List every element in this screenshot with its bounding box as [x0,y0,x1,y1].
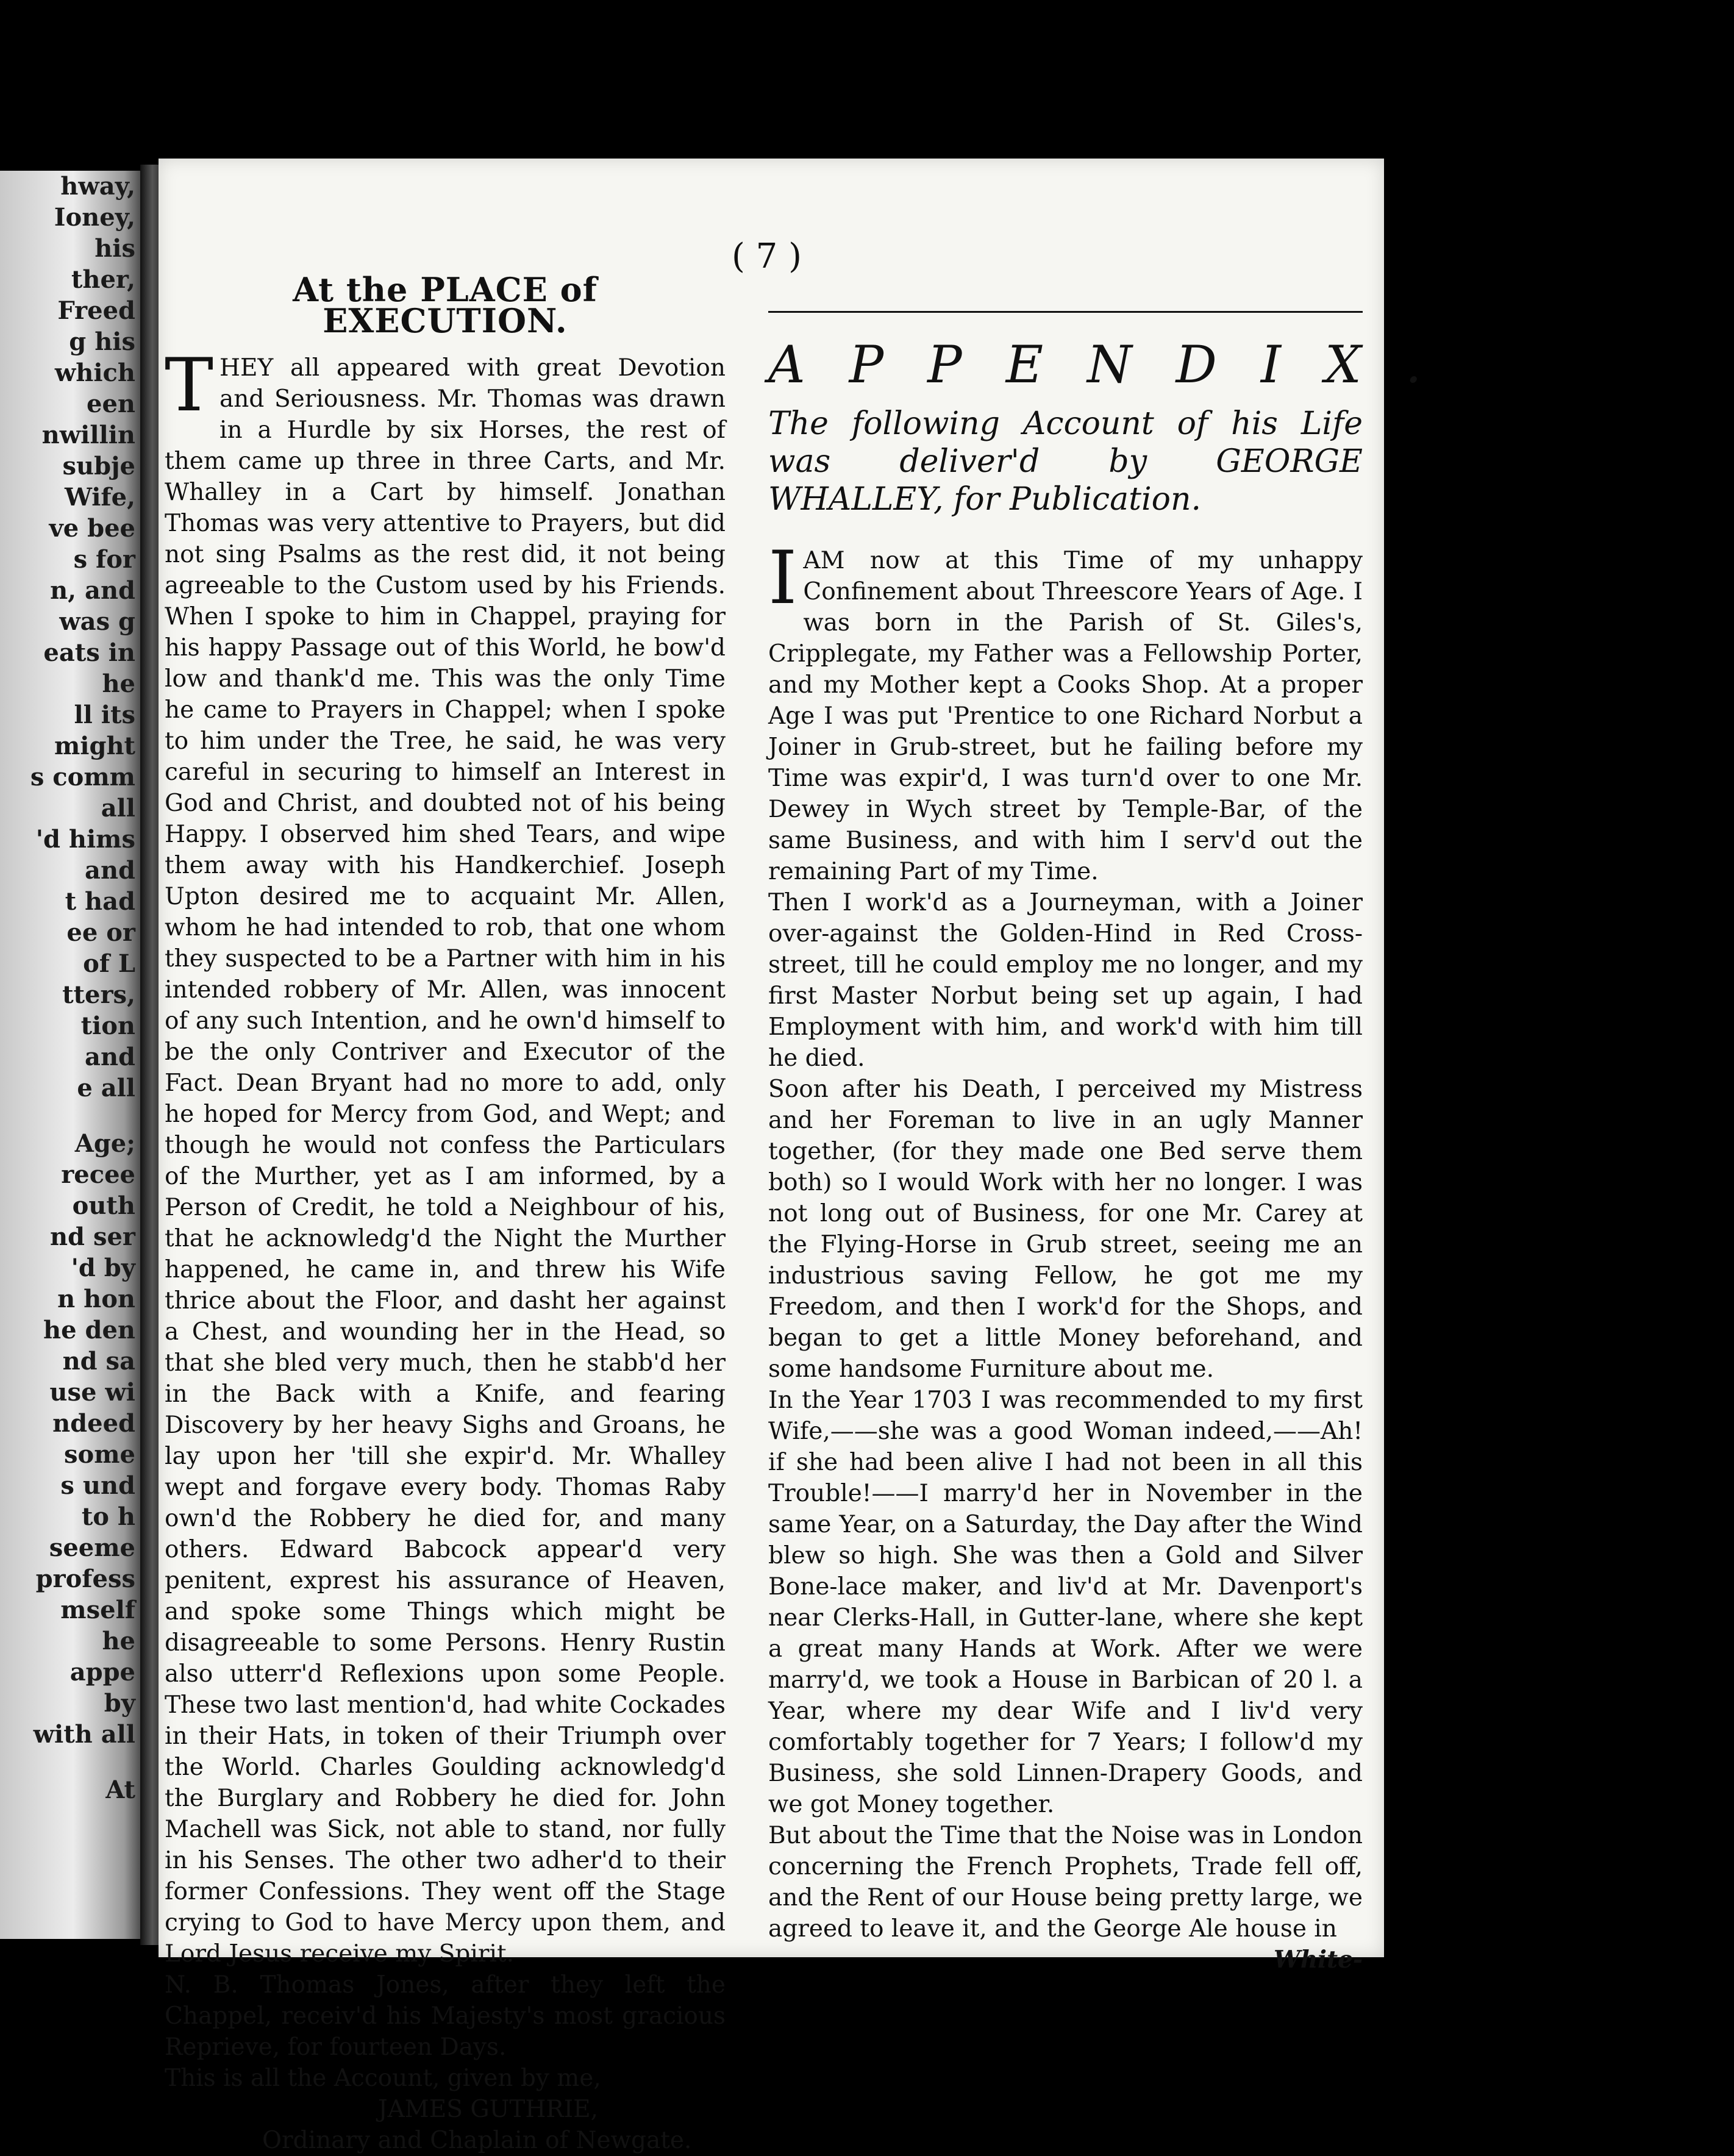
facing-page-line: was g [59,607,135,636]
facing-page-line: profess [35,1565,135,1593]
facing-page-line: he [102,669,135,698]
facing-page-line: might [54,732,135,760]
life-paragraph-3: Soon after his Death, I perceived my Mistress and her Foreman to live in an ugly Manner together, (for they made one Bed serve them both) so I would Work with her no longer. I was not long out of Business, for one Mr. Carey at the Flying-Horse in Grub street, seeing me an industrious saving Fellow, he got me my Freedom, and then I work'd for the Shops, and began to get a little Money beforehand, and some handsome Furniture about me. [768,1076,1363,1383]
facing-page-line: outh [72,1191,135,1220]
facing-page-line: ther, [71,265,135,294]
facing-page-line: nwillin [41,421,135,449]
facing-page-line: recee [61,1160,135,1189]
facing-page-line: hway, [60,172,135,201]
reprieve-note: N. B. Thomas Jones, after they left the Chappel, receiv'd his Majesty's most gracious Reprieve, for fourteen Days. [165,1971,726,2061]
facing-page-line: with all [33,1720,135,1749]
double-rule [768,311,1363,313]
facing-page-line: t had [65,887,135,916]
appendix-title: APPENDIX. [768,335,1466,394]
facing-page-line: of L [83,949,135,978]
catchword: White- [1274,1946,1363,1974]
facing-page-line: e all [77,1074,135,1102]
facing-page-line: n, and [50,576,135,605]
life-paragraph-1 [768,536,1363,887]
page [159,159,1466,2154]
facing-page-line: ll its [74,701,135,729]
facing-page-line: seeme [49,1533,135,1562]
facing-page-line: Age; [74,1129,135,1158]
facing-page-line: and [85,856,135,885]
appendix-subheading: The following Account of his Life was deliver'd by GEORGE WHALLEY, for Publication. [768,405,1363,518]
drop-cap: T [165,343,214,428]
facing-page-fragment [0,171,146,1939]
facing-page-line: mself [60,1596,135,1624]
signature-intro: This is all the Account, given by me, [165,2065,601,2092]
facing-page-line: 'd by [71,1254,135,1282]
facing-page-line: appe [70,1658,135,1687]
facing-page-line: ee or [66,918,135,947]
page-number: ( 7 ) [732,237,802,276]
facing-page-line: s und [60,1471,135,1500]
signature-name: JAMES GUTHRIE, [378,2096,598,2123]
facing-page-line: some [64,1440,135,1469]
left-column [165,270,726,2156]
facing-page-line: n hon [57,1285,135,1313]
facing-page-line: tters, [62,980,135,1009]
facing-page-line: all [101,794,135,823]
facing-page-line: nd sa [62,1347,135,1376]
facing-page-line: s for [73,545,135,574]
facing-page-line: he den [43,1316,135,1344]
right-column [768,274,1466,1976]
facing-page-line: by [104,1689,135,1718]
facing-page-line: Wife, [65,483,135,512]
facing-page-line: eats in [43,638,135,667]
life-paragraph-2: Then I work'd as a Journeyman, with a Joiner over-against the Golden-Hind in Red Cross-street, till he could employ me no longer, and my first Master Norbut being set up again, I had Employment with him, and work'd with him till he died. [768,889,1363,1072]
facing-page-line: use wi [49,1378,135,1407]
signature-title: Ordinary and Chaplain of Newgate. [262,2127,692,2154]
facing-page-line: Freed [57,296,135,325]
facing-page-line: 'd hims [35,825,135,854]
execution-paragraph [165,343,726,1969]
execution-heading: At the PLACE of EXECUTION. [293,270,598,340]
facing-page-line: ndeed [52,1409,135,1438]
facing-page-line: and [85,1043,135,1071]
facing-page-line: his [95,234,135,263]
facing-page-line: to h [81,1502,135,1531]
facing-page-line: nd ser [49,1223,135,1251]
life-paragraph-5: But about the Time that the Noise was in London concerning the French Prophets, Trade fell off, and the Rent of our House being pretty large, we agreed to leave it, and the George Ale house in [768,1822,1363,1943]
facing-page-line: he [102,1627,135,1655]
facing-page-line [0,1750,146,1774]
facing-page-line: s comm [30,763,135,791]
facing-page-line: tion [80,1012,135,1040]
facing-page-line: subje [62,452,135,480]
facing-page-line: At [105,1776,135,1804]
life-text-1: AM now at this Time of my unhappy Confinement about Threescore Years of Age. I was born in the Parish of St. Giles's, Cripplegate, my Father was a Fellowship Porter, and my Mother kept a Cooks Shop. At a proper Age I was put 'Prentice to one Richard Norbut a Joiner in Grub-street, but he failing before my Time was expir'd, I was turn'd over to one Mr. Dewey in Wych street by Temple-Bar, of the same Business, and with him I serv'd out the remaining Part of my Time. [768,547,1363,885]
facing-page-line [0,1104,146,1128]
facing-page-line: Ioney, [54,203,135,232]
facing-page-line: ve bee [49,514,135,543]
facing-page-line: g his [69,327,135,356]
life-paragraph-4: In the Year 1703 I was recommended to my first Wife,——she was a good Woman indeed,——Ah! if she had been alive I had not been in all this Trouble!——I marry'd her in November in the same Year, on a Saturday, the Day after the Wind blew so high. She was then a Gold and Silver Bone-lace maker, and liv'd at Mr. Davenport's near Clerks-Hall, in Gutter-lane, where she kept a great many Hands at Work. After we were marry'd, we took a House in Barbican of 20 l. a Year, where my dear Wife and I liv'd very comfortably together for 7 Years; I follow'd my Business, she sold Linnen-Drapery Goods, and we got Money together. [768,1387,1363,1818]
facing-page-line: which [54,359,135,387]
facing-page-line: een [87,390,135,418]
drop-cap: I [768,536,797,621]
execution-text: HEY all appeared with great Devotion and Seriousness. Mr. Thomas was drawn in a Hurdle by six Horses, the rest of them came up three in three Carts, and Mr. Whalley in a Cart by himself. Jonathan Thomas was very attentive to Prayers, but did not sing Psalms as the rest did, it not being agreeable to the Custom used by his Friends. When I spoke to him in Chappel, praying for his happy Passage out of this World, he bow'd low and thank'd me. This was the only Time he came to Prayers in Chappel; when I spoke to him under the Tree, he said, he was very careful in securing to himself an Interest in God and Christ, and doubted not of his being Happy. I observed him shed Tears, and wipe them away with his Handkerchief. Joseph Upton desired me to acquaint Mr. Allen, whom he had intended to rob, that one whom they suspected to be a Partner with him in his intended robbery of Mr. Allen, was innocent of any such Intention, and he own'd himself to be the only Contriver and Executor of the Fact. Dean Bryant had no more to add, only he hoped for Mercy from God, and Wept; and though he would not confess the Particulars of the Murther, yet as I am informed, by a Person of Credit, he told a Neighbour of his, that he acknowledg'd the Night the Murther happened, he came in, and threw his Wife thrice about the Floor, and dasht her against a Chest, and wounding her in the Head, so that she bled very much, then he stabb'd her in the Back with a Knife, and fearing Discovery by her heavy Sighs and Groans, he lay upon her 'till she expir'd. Mr. Whalley wept and forgave every body. Thomas Raby own'd the Robbery he died for, and many others. Edward Babcock appear'd very penitent, exprest his assurance of Heaven, and spoke some Things which might be disagreeable to some Persons. Henry Rustin also utterr'd Reflexions upon some People. These two last mention'd, had white Cockades in their Hats, in token of their Triumph over the World. Charles Goulding acknowledg'd the Burglary and Robbery he died for. John Machell was Sick, not able to stand, nor fully in his Senses. The other two adher'd to their former Confessions. They went off the Stage crying to God to have Mercy upon them, and Lord Jesus receive my Spirit. [165,354,726,1968]
